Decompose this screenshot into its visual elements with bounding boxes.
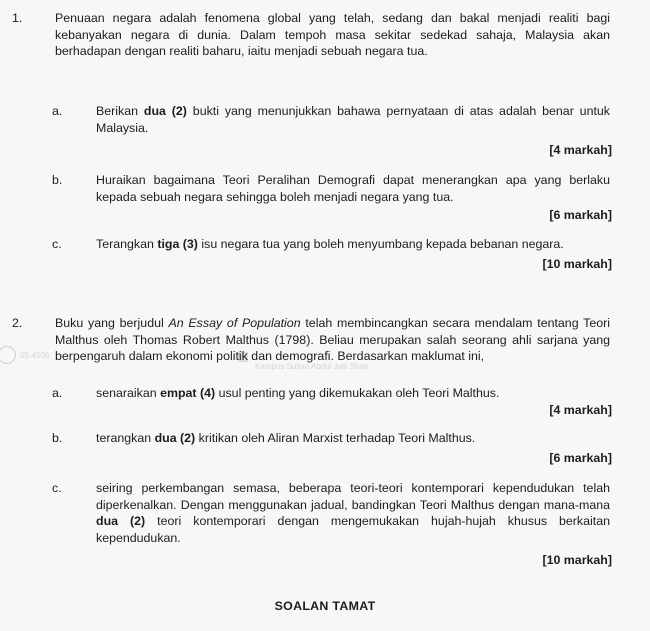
q1-intro: Penuaan negara adalah fenomena global yang telah, sedang dan bakal menjadi realiti bagi kebanyakan negara di dunia. Dalam tempoh masa sekitar sedekad sahaja, Malaysia akan berhadapan dengan realiti baharu, iaitu menjadi sebuah negara tua. (55, 11, 610, 58)
q1c-text: Terangkan tiga (3) isu negara tua yang boleh menyumbang kepada bebanan negara. (96, 237, 564, 251)
q1c-label: c. (52, 237, 62, 251)
q1-number: 1. (12, 11, 23, 25)
q2a-label: a. (52, 386, 63, 400)
watermark-code: 05-4506 (20, 351, 50, 360)
q2a-text: senaraikan empat (4) usul penting yang dikemukakan oleh Teori Malthus. (96, 386, 500, 400)
q2a-marks: [4 markah] (549, 403, 612, 417)
q1a-text: Berikan dua (2) bukti yang menunjukkan bahawa pernyataan di atas adalah benar untuk Malaysia. (96, 104, 610, 135)
q1b-label: b. (52, 173, 63, 187)
q2b-label: b. (52, 431, 63, 445)
q2-number: 2. (12, 316, 23, 330)
q1c-marks: [10 markah] (542, 257, 612, 271)
watermark-logo-icon (0, 346, 16, 364)
q2c-text: seiring perkembangan semasa, beberapa teori-teori kontemporari kependudukan telah diperkenalkan. Dengan menggunakan jadual, bandingkan Teori Malthus dengan mana-mana dua (2) teori kontemporari dengan mengemukakan hujah-hujah khusus berkaitan kependudukan. (96, 481, 610, 545)
q2-intro: Buku yang berjudul An Essay of Population telah membincangkan secara mendalam tentang Teori Malthus oleh Thomas Robert Malthus (1798). Beliau merupakan salah seorang ahli sarjana yang berpengaruh dalam ekonomi politik dan demografi. Berdasarkan maklumat ini, (55, 316, 610, 363)
q1a-label: a. (52, 104, 63, 118)
q1b-marks: [6 markah] (549, 208, 612, 222)
watermark-campus: Kampus Sultan Abdul Jalil Shah (255, 362, 369, 371)
q2b-text: terangkan dua (2) kritikan oleh Aliran Marxist terhadap Teori Malthus. (96, 431, 476, 445)
q1b-text: Huraikan bagaimana Teori Peralihan Demografi dapat menerangkan apa yang berlaku kepada sebuah negara sehingga boleh menjadi negara yang tua. (96, 173, 610, 204)
q2c-label: c. (52, 481, 62, 495)
q2b-marks: [6 markah] (549, 451, 612, 465)
q2c-marks: [10 markah] (542, 553, 612, 567)
q1a-marks: [4 markah] (549, 143, 612, 157)
end-of-questions: SOALAN TAMAT (274, 599, 376, 613)
